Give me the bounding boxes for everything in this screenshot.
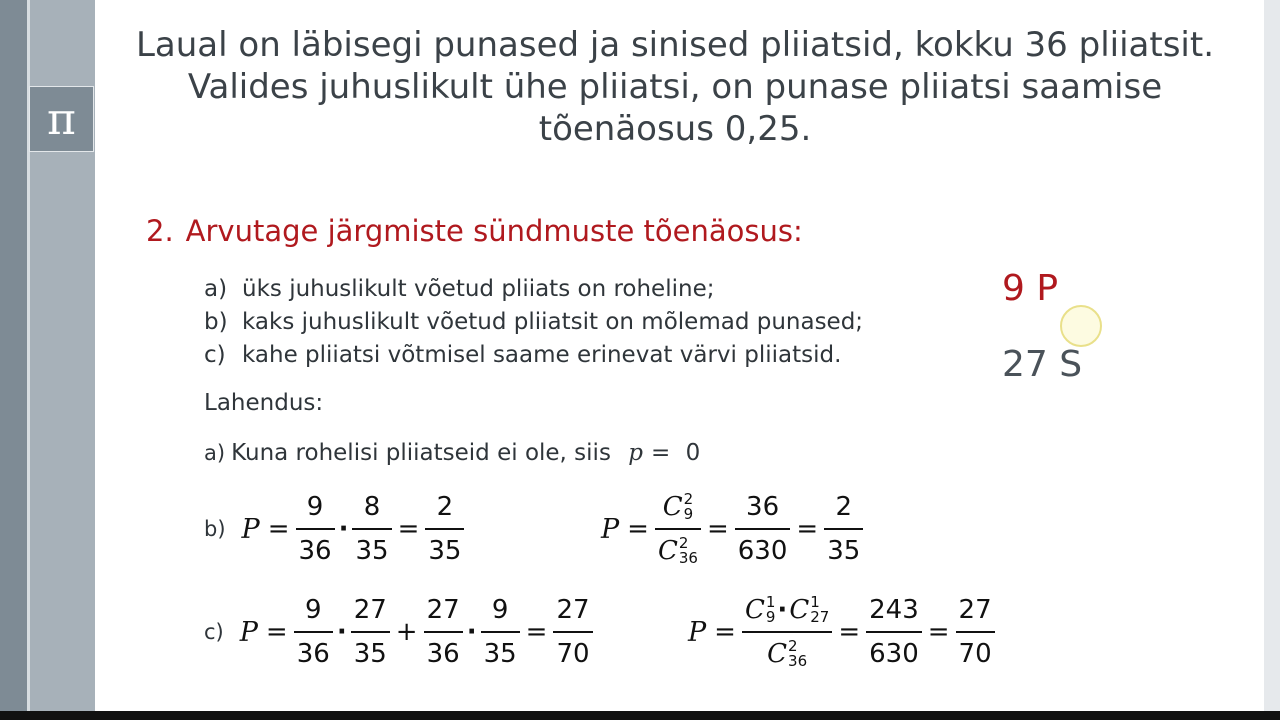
task-number: 2. <box>146 214 174 248</box>
numerator: 243 <box>869 595 919 625</box>
fraction <box>655 490 701 568</box>
combination: C 2 36 <box>657 534 698 567</box>
list-item-label: a) <box>204 276 228 302</box>
problem-statement: Laual on läbisegi punased ja sinised pliiatsid, kokku 36 pliiatsit. Valides juhuslikult ühe pliiatsi, on punase pliiatsi saamise tõenäosus 0,25. <box>135 25 1215 149</box>
cursor-highlight-icon <box>1060 305 1102 347</box>
fraction <box>294 593 333 671</box>
solution-a <box>204 440 700 466</box>
solution-b-combination-equation: P = C 2 9 C 2 36 = $\frac{36}{630}$ = $\frac{2}{35}$ <box>601 490 865 568</box>
list-item-text: kahe pliiatsi võtmisel saame erinevat värvi pliiatsid. <box>242 342 842 368</box>
fraction <box>352 490 391 568</box>
numerator: 27 <box>556 595 590 625</box>
list-item-label: b) <box>204 309 228 335</box>
fraction <box>735 490 791 568</box>
sidebar-outer-strip <box>0 0 30 711</box>
solution-a-value: 0 <box>685 440 701 466</box>
probability-symbol: P <box>688 616 707 648</box>
numerator: 2 <box>835 492 853 522</box>
denominator: 36 <box>298 536 332 566</box>
solution-b-equation: b) P = $\frac{9}{36}$ · $\frac{8}{35}$ = $\frac{2}{35}$ <box>204 490 466 568</box>
fraction <box>553 593 592 671</box>
denominator: 70 <box>556 639 590 669</box>
combination: C 2 9 <box>662 490 694 523</box>
solution-a-text: Kuna rohelisi pliiatseid ei ole, siis <box>231 440 611 466</box>
solution-a-label: a) <box>204 441 226 465</box>
denominator: 70 <box>958 639 992 669</box>
fraction <box>425 490 464 568</box>
right-edge-strip <box>1264 0 1280 711</box>
fraction <box>351 593 390 671</box>
denominator: 36 <box>426 639 460 669</box>
fraction <box>481 593 520 671</box>
task-heading <box>146 214 803 248</box>
list-item-label: c) <box>204 342 226 368</box>
blue-pencil-count: 27 S <box>1002 344 1083 385</box>
fraction <box>424 593 463 671</box>
numerator: 9 <box>304 595 322 625</box>
list-item <box>204 273 863 306</box>
probability-symbol: P <box>241 513 260 545</box>
fraction <box>956 593 995 671</box>
numerator: 9 <box>306 492 324 522</box>
denominator: 630 <box>869 639 919 669</box>
combination: C 1 27 <box>789 593 830 626</box>
bottom-bar <box>0 711 1280 720</box>
numerator: 27 <box>426 595 460 625</box>
list-item <box>204 339 863 372</box>
solution-c-equation: c) P = $\frac{9}{36}$ · $\frac{27}{35}$ + $\frac{27}{36}$ · $\frac{9}{35}$ = $\frac{27}{70}$ <box>204 593 595 671</box>
numerator: 27 <box>958 595 992 625</box>
pi-logo-icon: π <box>29 86 94 152</box>
denominator: 35 <box>353 639 387 669</box>
sub-question-list <box>204 273 863 372</box>
solution-c-label: c) <box>204 620 224 644</box>
denominator: 35 <box>483 639 517 669</box>
fraction: C 1 9 · C 1 27 C 2 36 <box>742 593 832 671</box>
numerator: 27 <box>353 595 387 625</box>
task-title: Arvutage järgmiste sündmuste tõenäosus: <box>185 214 803 248</box>
probability-symbol: P <box>601 513 620 545</box>
list-item-text: üks juhuslikult võetud pliiats on roheline; <box>242 276 715 302</box>
solution-heading: Lahendus: <box>204 390 324 416</box>
list-item <box>204 306 863 339</box>
solution-c-combination-equation: P = C 1 9 · C 1 27 C 2 36 = $\frac{243}{630}$ = $\frac{27}{70}$ <box>688 593 997 671</box>
combination: C 1 9 <box>744 593 776 626</box>
numerator: 2 <box>436 492 454 522</box>
denominator: 35 <box>355 536 389 566</box>
fraction <box>866 593 922 671</box>
list-item-text: kaks juhuslikult võetud pliiatsit on mõlemad punased; <box>242 309 864 335</box>
denominator: 35 <box>827 536 861 566</box>
denominator: 35 <box>428 536 462 566</box>
solution-a-variable: p <box>628 440 643 466</box>
numerator: 9 <box>491 595 509 625</box>
fraction <box>824 490 863 568</box>
solution-a-equals: = <box>650 440 671 466</box>
numerator: 8 <box>363 492 381 522</box>
denominator: 630 <box>737 536 788 566</box>
probability-symbol: P <box>239 616 258 648</box>
combination: C 2 36 <box>767 637 808 670</box>
fraction <box>296 490 335 568</box>
numerator: 36 <box>746 492 780 522</box>
red-pencil-count: 9 P <box>1002 268 1059 309</box>
solution-b-label: b) <box>204 517 226 541</box>
denominator: 36 <box>296 639 330 669</box>
